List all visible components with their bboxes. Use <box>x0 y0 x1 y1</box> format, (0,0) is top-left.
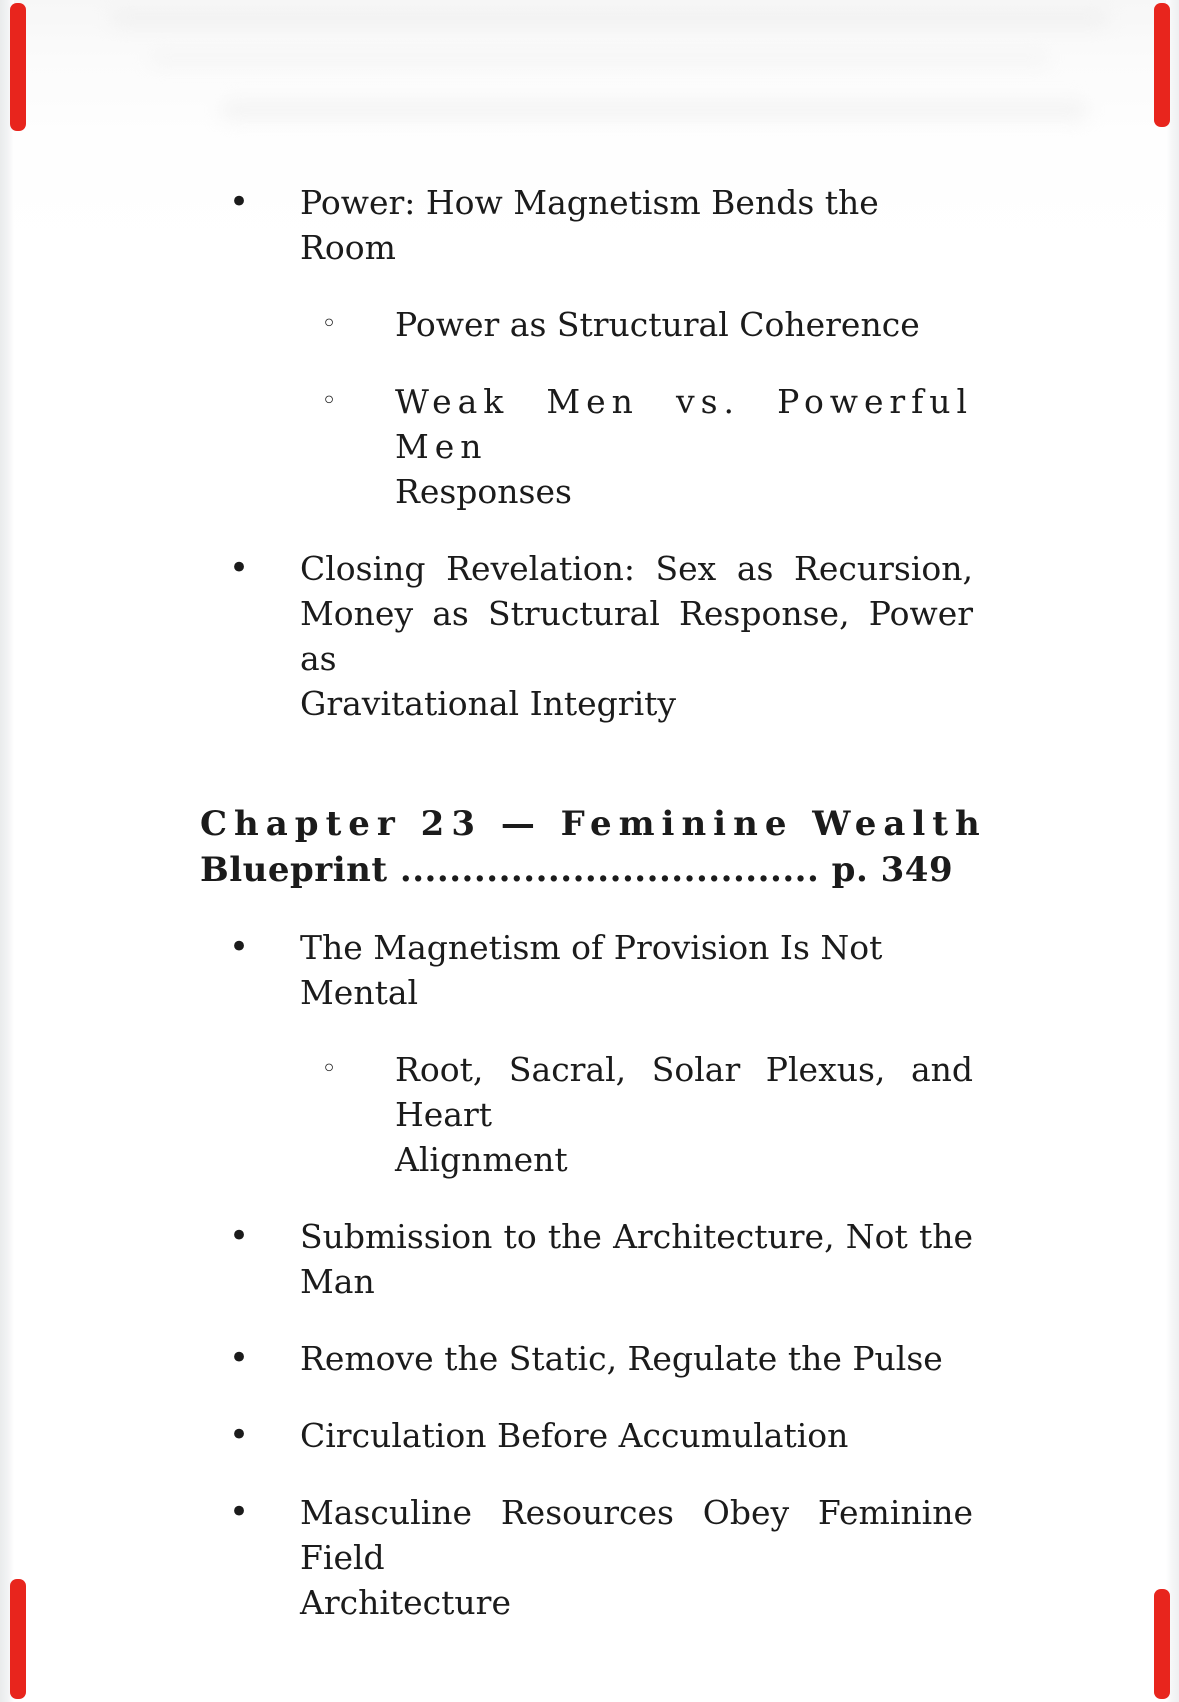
toc-list-lower <box>200 925 973 1625</box>
bullet-icon: • <box>228 927 250 967</box>
toc-item-text: Remove the Static, Regulate the Pulse <box>300 1339 943 1378</box>
bullet-icon: • <box>228 1492 250 1532</box>
red-corner-mark-bottom-right <box>1154 1589 1170 1699</box>
toc-item <box>200 546 973 726</box>
toc-item-text: Submission to the Architecture, Not the <box>300 1217 973 1256</box>
toc-item-text: Gravitational Integrity <box>300 684 677 723</box>
red-corner-mark-top-right <box>1154 3 1170 127</box>
toc-subitem-text: Alignment <box>395 1140 568 1179</box>
toc-item-text: Closing Revelation: Sex as Recursion, <box>300 549 973 588</box>
bullet-icon: • <box>228 1415 250 1455</box>
toc-item-text: Circulation Before Accumulation <box>300 1416 849 1455</box>
chapter-heading <box>200 801 987 893</box>
page-bleedthrough-band <box>150 52 1049 64</box>
page-edge-right <box>1166 0 1179 1702</box>
chapter-subtitle: Blueprint <box>200 850 400 890</box>
circle-bullet-icon: ◦ <box>321 309 337 339</box>
chapter-page-ref <box>200 847 973 893</box>
toc-subitem-text: Power as Structural Coherence <box>395 305 920 344</box>
chapter-page-number: p. 349 <box>819 850 954 890</box>
red-corner-mark-top-left <box>10 3 26 131</box>
toc-item-text: Money as Structural Response, Power as <box>300 594 973 678</box>
toc-subitem <box>200 302 973 347</box>
toc-subitem <box>200 1047 973 1182</box>
dot-leader: .................................. <box>399 850 820 890</box>
page-bleedthrough-band <box>110 10 1109 26</box>
bullet-icon: • <box>228 182 250 222</box>
bullet-icon: • <box>228 1216 250 1256</box>
toc-item <box>200 1490 973 1625</box>
page-bleedthrough-band <box>220 100 1089 120</box>
toc-item <box>200 925 973 1015</box>
toc-subitem-text: Weak Men vs. Powerful Men <box>395 382 973 466</box>
toc-item-text: Man <box>300 1262 375 1301</box>
circle-bullet-icon: ◦ <box>321 386 337 416</box>
chapter-title: Chapter 23 — Feminine Wealth <box>200 804 987 844</box>
toc-item-text: The Magnetism of Provision Is Not Mental <box>300 928 883 1012</box>
toc-item <box>200 180 973 270</box>
toc-subitem-text: Root, Sacral, Solar Plexus, and Heart <box>395 1050 973 1134</box>
page-edge-left <box>0 0 14 1702</box>
toc-item <box>200 1413 973 1458</box>
table-of-contents <box>200 180 987 1657</box>
red-corner-mark-bottom-left <box>10 1579 26 1699</box>
toc-subitem <box>200 379 973 514</box>
toc-item-text: Masculine Resources Obey Feminine Field <box>300 1493 973 1577</box>
toc-list-upper <box>200 180 973 726</box>
toc-item-text: Power: How Magnetism Bends the Room <box>300 183 879 267</box>
circle-bullet-icon: ◦ <box>321 1054 337 1084</box>
toc-item <box>200 1214 973 1304</box>
bullet-icon: • <box>228 548 250 588</box>
toc-item <box>200 1336 973 1381</box>
toc-subitem-text: Responses <box>395 472 572 511</box>
toc-item-text: Architecture <box>300 1583 511 1622</box>
bullet-icon: • <box>228 1338 250 1378</box>
